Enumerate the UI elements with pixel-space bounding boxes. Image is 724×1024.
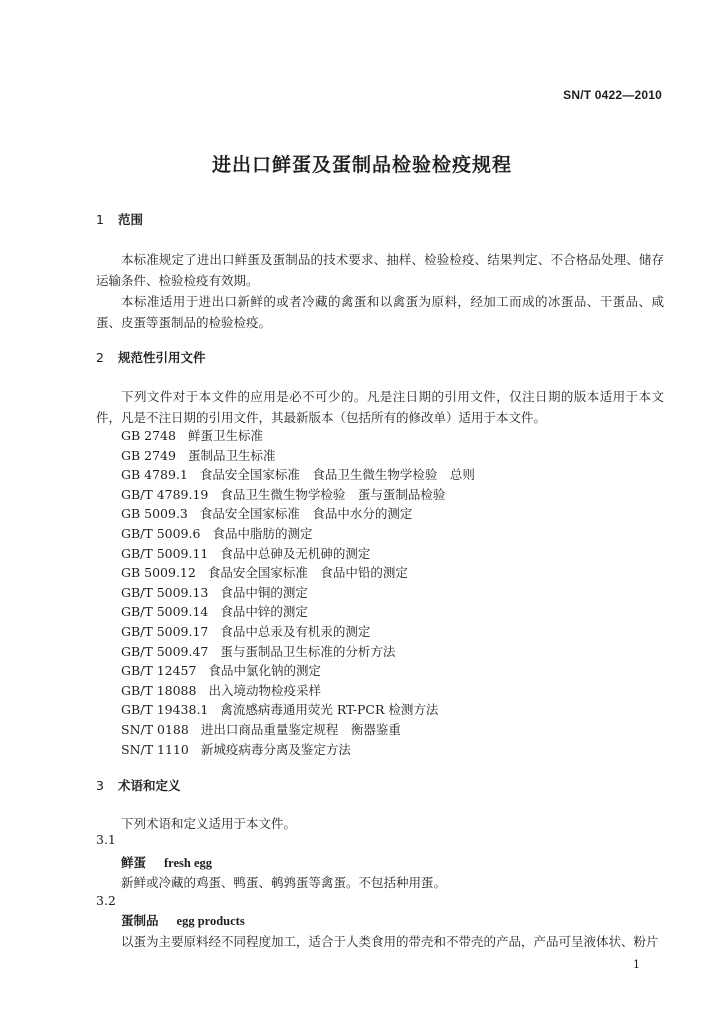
reference-item: [121, 681, 475, 701]
term-zh: 蛋制品: [121, 913, 159, 928]
section-number: 1: [96, 212, 104, 227]
page-number: 1: [633, 958, 640, 971]
reference-item: [121, 622, 475, 642]
reference-code: SN/T 1110: [121, 741, 189, 757]
reference-code: GB/T 5009.47: [121, 643, 209, 659]
section-1-heading: [96, 210, 143, 228]
reference-item: [121, 465, 475, 485]
term-heading: [121, 853, 212, 871]
reference-code: GB/T 19438.1: [121, 702, 209, 718]
normative-references-list: [121, 426, 475, 759]
reference-item: [121, 563, 475, 583]
section-title: 范围: [118, 212, 144, 227]
reference-code: GB/T 18088: [121, 682, 197, 698]
reference-title: 蛋制品卫生标准: [187, 447, 276, 463]
term-zh: 鲜蛋: [121, 855, 147, 870]
reference-title: 进出口商品重量鉴定规程 衡器鉴重: [200, 721, 401, 737]
reference-title: 食品安全国家标准 食品中铅的测定: [207, 565, 408, 581]
references-intro: 下列文件对于本文件的应用是必不可少的。凡是注日期的引用文件，仅注日期的版本适用于本文件，凡是不注日期的引用文件，其最新版本（包括所有的修改单）适用于本文件。: [96, 389, 664, 425]
reference-code: GB 2749: [121, 447, 176, 463]
standard-code: SN/T 0422—2010: [563, 88, 662, 102]
reference-item: [121, 446, 475, 466]
scope-paragraph-1: 本标准规定了进出口鲜蛋及蛋制品的技术要求、抽样、检验检疫、结果判定、不合格品处理、储存运输条件、检验检疫有效期。: [96, 252, 664, 288]
reference-item: [121, 485, 475, 505]
reference-code: GB/T 5009.17: [121, 623, 209, 639]
reference-code: SN/T 0188: [121, 721, 189, 737]
section-3-heading: [96, 776, 181, 794]
reference-item: [121, 544, 475, 564]
reference-code: GB/T 12457: [121, 663, 197, 679]
clause-number: 3.1: [96, 832, 116, 847]
clause-number: 3.2: [96, 893, 116, 908]
reference-item: [121, 504, 475, 524]
reference-title: 食品中总汞及有机汞的测定: [220, 623, 371, 639]
reference-title: 食品安全国家标准 食品中水分的测定: [199, 506, 413, 522]
reference-title: 新城疫病毒分离及鉴定方法: [200, 741, 351, 757]
reference-title: 蛋与蛋制品卫生标准的分析方法: [220, 643, 396, 659]
reference-item: [121, 700, 475, 720]
terms-intro: 下列术语和定义适用于本文件。: [121, 816, 297, 831]
reference-title: 食品中氯化钠的测定: [208, 663, 321, 679]
reference-title: 出入境动物检疫采样: [208, 682, 321, 698]
reference-title: 食品卫生微生物学检验 蛋与蛋制品检验: [220, 486, 446, 502]
reference-item: [121, 426, 475, 446]
reference-code: GB/T 5009.11: [121, 545, 209, 561]
section-2-heading: [96, 348, 206, 366]
section-title: 规范性引用文件: [118, 350, 206, 365]
reference-item: [121, 583, 475, 603]
reference-item: [121, 740, 475, 760]
reference-code: GB/T 4789.19: [121, 486, 209, 502]
reference-code: GB/T 5009.14: [121, 604, 209, 620]
reference-item: [121, 602, 475, 622]
term-en: egg products: [176, 914, 245, 928]
reference-item: [121, 524, 475, 544]
reference-title: 食品安全国家标准 食品卫生微生物学检验 总则: [199, 467, 475, 483]
reference-code: GB/T 5009.6: [121, 525, 201, 541]
section-number: 2: [96, 350, 104, 365]
reference-title: 食品中铜的测定: [220, 584, 308, 600]
term-heading: [121, 911, 245, 929]
reference-title: 食品中锌的测定: [220, 604, 308, 620]
reference-item: [121, 661, 475, 681]
scope-paragraph-2: 本标准适用于进出口新鲜的或者冷藏的禽蛋和以禽蛋为原料，经加工而成的冰蛋品、干蛋品、咸蛋、皮蛋等蛋制品的检验检疫。: [96, 294, 664, 330]
reference-title: 食品中总砷及无机砷的测定: [220, 545, 371, 561]
reference-item: [121, 642, 475, 662]
reference-code: GB/T 5009.13: [121, 584, 209, 600]
section-title: 术语和定义: [118, 778, 181, 793]
reference-code: GB 2748: [121, 428, 176, 443]
reference-title: 鲜蛋卫生标准: [187, 428, 263, 443]
term-en: fresh egg: [164, 856, 213, 870]
reference-item: [121, 720, 475, 740]
term-definition: 新鲜或冷藏的鸡蛋、鸭蛋、鹌鹑蛋等禽蛋。不包括种用蛋。: [121, 875, 447, 890]
section-number: 3: [96, 778, 104, 793]
reference-code: GB 4789.1: [121, 467, 188, 483]
document-title: 进出口鲜蛋及蛋制品检验检疫规程: [211, 154, 512, 176]
term-definition: 以蛋为主要原料经不同程度加工，适合于人类食用的带壳和不带壳的产品，产品可呈液体状、粉片: [121, 934, 659, 949]
reference-code: GB 5009.12: [121, 565, 196, 581]
reference-code: GB 5009.3: [121, 506, 188, 522]
reference-title: 食品中脂肪的测定: [212, 525, 313, 541]
reference-title: 禽流感病毒通用荧光 RT-PCR 检测方法: [220, 702, 439, 718]
